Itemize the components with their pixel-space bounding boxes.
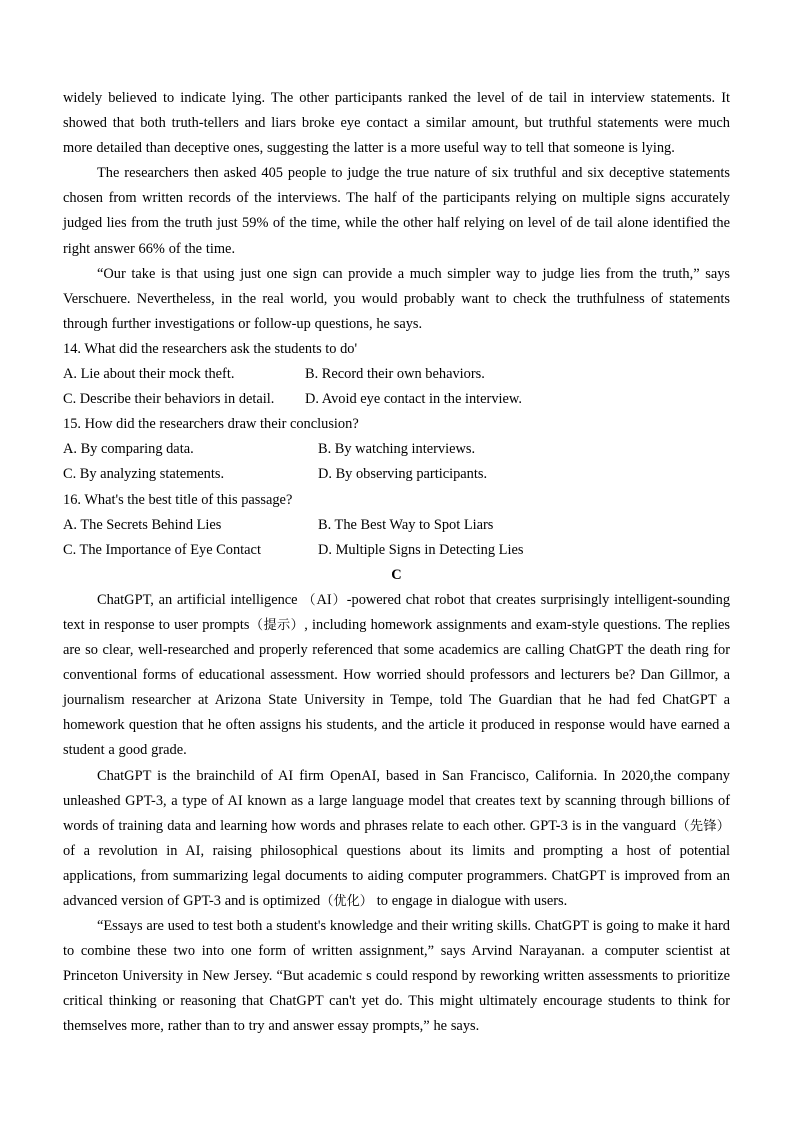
passage-b-paragraph-1: widely believed to indicate lying. The other participants ranked the level of de tail in interview statements. It showed that both truth-tellers and liars broke eye contact a similar amount, but truthful statements were much more detailed than deceptive ones, suggesting the latter is a more useful way to tell that someone is lying.	[63, 90, 730, 157]
question-16-options-ab	[63, 513, 730, 538]
question-16-option-c[interactable]: C. The Importance of Eye Contact	[63, 541, 261, 558]
question-14-options-ab	[63, 362, 730, 387]
question-16-stem: 16. What's the best title of this passage?	[63, 491, 293, 508]
question-15-option-a[interactable]: A. By comparing data.	[63, 441, 194, 458]
question-15-options-cd	[63, 462, 730, 487]
cjk-gloss: （提示）	[249, 617, 305, 633]
passage-b-paragraph-2: The researchers then asked 405 people to judge the true nature of six truthful and six deceptive statements chosen from written records of the interviews. The half of the participants relying on multiple signs accurately judged lies from the truth just 59% of the time, while the other half relying on level of de tail alone identified the right answer 66% of the time.	[63, 165, 730, 257]
question-15-option-c[interactable]: C. By analyzing statements.	[63, 466, 225, 483]
question-16-options-cd	[63, 538, 730, 563]
passage-c-paragraph-1: ChatGPT, an artificial intelligence （AI）-powered chat robot that creates surprisingly intelligent-sounding text in response to user prompts（提示）, including homework assignments and exam-style questions. The replies are so clear, well-researched and properly referenced that some academics are calling ChatGPT the death ring for conventional forms of educational assessment. How worried should professors and lecturers be? Dan Gillmor, a journalism researcher at Arizona State University in Tempe, told The Guardian that he had fed ChatGPT a homework question that he often assigns his students, and the article it produced in response would have earned a student a good grade.	[63, 591, 731, 759]
question-16-option-d[interactable]: D. Multiple Signs in Detecting Lies	[318, 541, 524, 558]
cjk-gloss: ）	[331, 592, 347, 608]
question-16-option-b[interactable]: B. The Best Way to Spot Liars	[318, 516, 494, 533]
passage-c-paragraph-3: “Essays are used to test both a student's knowledge and their writing skills. ChatGPT is going to make it hard to combine these two into one form of written assignment,” says Arvind Narayanan. a computer scientist at Princeton University in New Jersey. “But academic s could respond by reworking written assessments to prioritize critical thinking or reasoning that ChatGPT can't yet do. This might ultimately encourage students to think for themselves more, rather than to try and answer essay prompts,” he says.	[63, 918, 730, 1035]
cjk-gloss: （先锋）	[676, 818, 730, 834]
question-14-option-a[interactable]: A. Lie about their mock theft.	[63, 366, 235, 383]
question-14-option-d[interactable]: D. Avoid eye contact in the interview.	[305, 391, 522, 408]
question-14-option-c[interactable]: C. Describe their behaviors in detail.	[63, 391, 275, 408]
question-16-option-a[interactable]: A. The Secrets Behind Lies	[63, 516, 222, 533]
question-14-options-cd	[63, 387, 730, 412]
cjk-gloss: （优化）	[320, 894, 373, 909]
question-15-option-b[interactable]: B. By watching interviews.	[318, 441, 476, 458]
question-15-stem: 15. How did the researchers draw their conclusion?	[63, 416, 359, 433]
passage-b-paragraph-3: “Our take is that using just one sign can provide a much simpler way to judge lies from the truth,” says Verschuere. Nevertheless, in the real world, you would probably want to check the truthfulness of statements through further investigations or follow-up questions, he says.	[63, 265, 730, 332]
section-letter-heading: C	[391, 566, 402, 583]
question-15-options-ab	[63, 437, 730, 462]
question-14-option-b[interactable]: B. Record their own behaviors.	[305, 366, 485, 383]
question-15-option-d[interactable]: D. By observing participants.	[318, 466, 488, 483]
question-14-stem: 14. What did the researchers ask the students to do'	[63, 340, 358, 357]
document-body	[63, 86, 730, 1040]
cjk-gloss: （	[302, 592, 317, 608]
passage-c-paragraph-2: ChatGPT is the brainchild of AI firm OpenAI, based in San Francisco, California. In 2020,the company unleashed GPT-3, a type of AI known as a large language model that creates text by scanning through billions of words of training data and learning how words and phrases relate to each other. GPT-3 is in the vanguard（先锋） of a revolution in AI, raising philosophical questions about its limits and prompting a host of potential applications, from summarizing legal documents to aiding computer programmers. ChatGPT is improved from an advanced version of GPT-3 and is optimized（优化） to engage in dialogue with users.	[63, 767, 730, 909]
